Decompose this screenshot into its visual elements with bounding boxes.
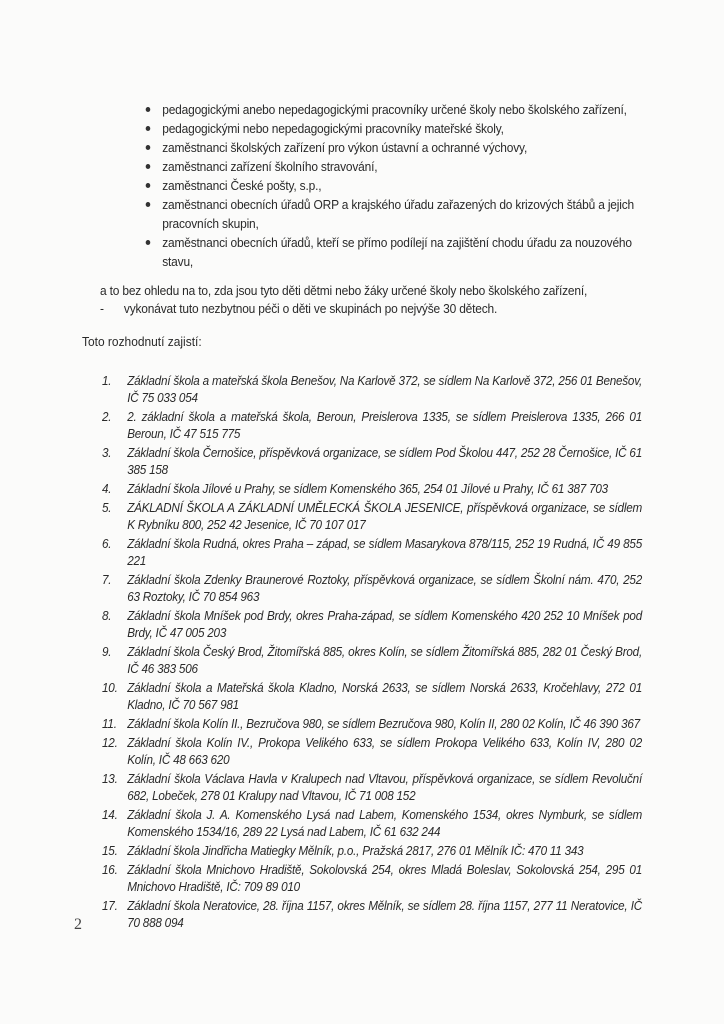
dash-list-item [100,299,652,318]
school-text: Základní škola Kolín II., Bezručova 980, se sídlem Bezručova 980, Kolín II, 280 02 Kolín, IČ 46 390 367 [127,716,640,731]
item-number: 2. [102,409,112,424]
item-number: 5. [102,500,112,515]
bullet-item [142,233,639,271]
item-number: 3. [102,445,112,460]
bullet-text: pedagogickými nebo nepedagogickými pracovníky mateřské školy, [162,121,504,136]
page-number: 2 [74,916,82,933]
school-text: Základní škola Zdenky Braunerové Roztoky, příspěvková organizace, se sídlem Školní nám. 470, 252 63 Roztoky, IČ 70 854 963 [127,572,642,604]
bullet-icon [146,145,151,150]
school-item [102,806,642,840]
school-text: Základní škola Mníšek pod Brdy, okres Praha-západ, se sídlem Komenského 420 252 10 Mníšek pod Brdy, IČ 47 005 203 [127,608,642,640]
school-item [102,643,642,677]
bullet-text: zaměstnanci školských zařízení pro výkon ústavní a ochranné výchovy, [162,140,528,155]
school-text: Základní škola Neratovice, 28. října 1157, okres Mělník, se sídlem 28. října 1157, 277 11 Neratovice, IČ 70 888 094 [127,898,642,930]
school-text: Základní škola Mnichovo Hradiště, Sokolovská 254, okres Mladá Boleslav, Sokolovská 254, 295 01 Mnichovo Hradiště, IČ: 709 89 010 [127,862,642,894]
item-number: 17. [102,898,118,913]
school-text: Základní škola Jindřicha Matiegky Mělník, p.o., Pražská 2817, 276 01 Mělník IČ: 470 11 343 [127,843,584,858]
intro-text: Toto rozhodnutí zajistí: [82,334,202,349]
item-number: 10. [102,680,118,695]
bullet-icon [146,240,151,245]
bullet-item [142,119,639,138]
item-number: 14. [102,807,118,822]
item-number: 13. [102,771,118,786]
school-item [102,715,642,732]
bullet-text: zaměstnanci obecních úřadů, kteří se přímo podílejí na zajištění chodu úřadu za nouzového stavu, [162,235,632,269]
school-text: Základní škola a Mateřská škola Kladno, Norská 2633, se sídlem Norská 2633, Kročehlavy, 272 01 Kladno, IČ 70 567 981 [127,680,642,712]
school-item [102,897,642,931]
item-number: 9. [102,644,112,659]
item-number: 12. [102,735,118,750]
school-text: Základní škola Václava Havla v Kralupech nad Vltavou, příspěvková organizace, se sídlem Revoluční 682, Lobeček, 278 01 Kralupy nad Vltavou, IČ 71 008 152 [127,771,642,803]
bullet-text: pedagogickými anebo nepedagogickými pracovníky určené školy nebo školského zařízení, [162,102,627,117]
school-text: Základní škola Český Brod, Žitomířská 885, okres Kolín, se sídlem Žitomířská 885, 282 01 Český Brod, IČ 46 383 506 [127,644,642,676]
bullet-icon [146,202,151,207]
school-item [102,499,642,533]
dash-item-text: vykonávat tuto nezbytnou péči o děti ve skupinách po nejvýše 30 dětech. [123,301,498,316]
school-text: Základní škola Jílové u Prahy, se sídlem Komenského 365, 254 01 Jílové u Prahy, IČ 61 387 703 [127,481,608,496]
dash-marker: - [100,301,104,316]
school-item [102,607,642,641]
school-text: Základní škola Černošice, příspěvková organizace, se sídlem Pod Školou 447, 252 28 Černošice, IČ 61 385 158 [127,445,642,477]
school-text: Základní škola Kolín IV., Prokopa Velikého 633, se sídlem Prokopa Velikého 633, Kolín IV, 280 02 Kolín, IČ 48 663 620 [127,735,642,767]
school-text: 2. základní škola a mateřská škola, Beroun, Preislerova 1335, se sídlem Preislerova 1335, 266 01 Beroun, IČ 47 515 775 [127,409,642,441]
school-item [102,571,642,605]
item-number: 7. [102,572,112,587]
bullet-icon [146,126,151,131]
item-number: 4. [102,481,112,496]
school-list [102,372,642,933]
school-text: Základní škola Rudná, okres Praha – západ, se sídlem Masarykova 878/115, 252 19 Rudná, IČ 49 855 221 [127,536,642,568]
item-number: 1. [102,373,112,388]
bullet-text: zaměstnanci obecních úřadů ORP a krajského úřadu zařazených do krizových štábů a jejich pracovních skupin, [162,197,634,231]
school-text: ZÁKLADNÍ ŠKOLA A ZÁKLADNÍ UMĚLECKÁ ŠKOLA JESENICE, příspěvková organizace, se sídlem K Rybníku 800, 252 42 Jesenice, IČ 70 107 017 [127,500,642,532]
school-item [102,480,642,497]
school-item [102,372,642,406]
school-item [102,842,642,859]
school-item [102,535,642,569]
school-item [102,861,642,895]
bullet-text: zaměstnanci České pošty, s.p., [162,178,322,193]
bullet-icon [146,183,151,188]
bullet-item [142,100,639,119]
item-number: 11. [102,716,117,731]
item-number: 6. [102,536,112,551]
school-item [102,444,642,478]
school-item [102,734,642,768]
item-number: 15. [102,843,118,858]
after-bullets-paragraph: a to bez ohledu na to, zda jsou tyto děti dětmi nebo žáky určené školy nebo školského zařízení, [100,283,588,298]
bullet-item [142,195,639,233]
school-item [102,408,642,442]
item-number: 16. [102,862,118,877]
item-number: 8. [102,608,112,623]
school-item [102,770,642,804]
school-item [102,679,642,713]
school-text: Základní škola a mateřská škola Benešov, Na Karlově 372, se sídlem Na Karlově 372, 256 01 Benešov, IČ 75 033 054 [127,373,642,405]
bullet-text: zaměstnanci zařízení školního stravování, [162,159,378,174]
bullet-item [142,157,639,176]
bullet-item [142,138,639,157]
employee-category-list [142,100,639,271]
bullet-icon [146,107,151,112]
bullet-icon [146,164,151,169]
bullet-item [142,176,639,195]
school-text: Základní škola J. A. Komenského Lysá nad Labem, Komenského 1534, okres Nymburk, se sídlem Komenského 1534/16, 289 22 Lysá nad Labem, IČ 61 632 244 [127,807,642,839]
